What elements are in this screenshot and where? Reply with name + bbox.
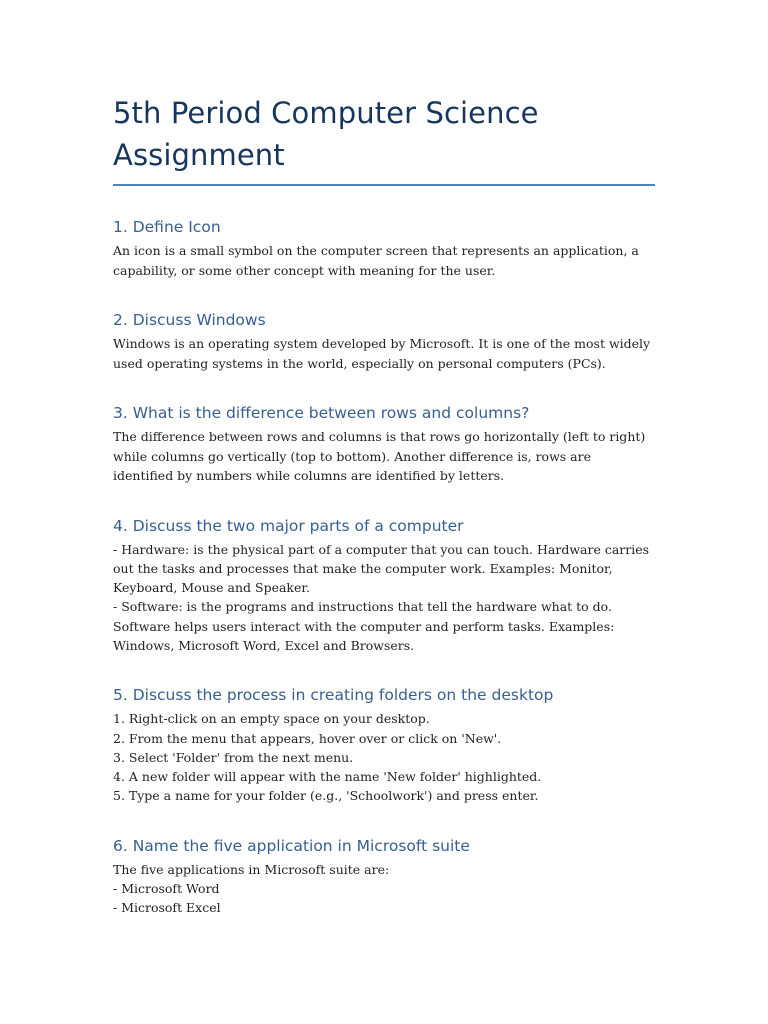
section-heading: 4. Discuss the two major parts of a computer xyxy=(113,516,464,535)
section-heading: 5. Discuss the process in creating folders on the desktop xyxy=(113,686,554,705)
list-item: 3. Select 'Folder' from the next menu. xyxy=(113,749,354,765)
section-discuss-windows xyxy=(113,310,655,373)
list-item: - Microsoft Excel xyxy=(113,900,221,916)
title-underline xyxy=(113,184,655,186)
list-item: 4. A new folder will appear with the name 'New folder' highlighted. xyxy=(113,769,542,785)
section-creating-folders xyxy=(113,685,655,805)
text-line: - Software: is the programs and instructions that tell the hardware what to do. Software helps users interact with the computer and perform tasks. Examples: Windows, Microsoft Word, Excel and Browsers. xyxy=(113,599,615,653)
list-item: - Microsoft Word xyxy=(113,881,220,897)
text-line: The five applications in Microsoft suite are: xyxy=(113,861,390,877)
section-microsoft-suite xyxy=(113,836,655,918)
section-heading: 1. Define Icon xyxy=(113,218,221,236)
document-content xyxy=(113,92,655,918)
list-item: 5. Type a name for your folder (e.g., 'Schoolwork') and press enter. xyxy=(113,788,539,804)
section-paragraph: An icon is a small symbol on the computer screen that represents an application, a capability, or some other concept with meaning for the user. xyxy=(113,243,639,278)
section-define-icon xyxy=(113,217,655,280)
page-title: 5th Period Computer Science Assignment xyxy=(113,96,539,172)
list-item: 1. Right-click on an empty space on your desktop. xyxy=(113,711,430,727)
section-heading: 3. What is the difference between rows and columns? xyxy=(113,404,530,422)
list-item: 2. From the menu that appears, hover over or click on 'New'. xyxy=(113,730,502,746)
section-paragraph: Windows is an operating system developed by Microsoft. It is one of the most widely used operating systems in the world, especially on personal computers (PCs). xyxy=(113,336,651,371)
section-heading: 6. Name the five application in Microsoft suite xyxy=(113,836,470,855)
text-line: - Hardware: is the physical part of a computer that you can touch. Hardware carries out the tasks and processes that make the computer work. Examples: Monitor, Keyboard, Mouse and Speaker. xyxy=(113,541,650,596)
section-paragraph: The difference between rows and columns is that rows go horizontally (left to right) while columns go vertically (top to bottom). Another difference is, rows are identified by numbers while columns are identified by letters. xyxy=(113,429,646,483)
section-computer-parts xyxy=(113,516,655,656)
section-rows-columns xyxy=(113,403,655,486)
section-heading: 2. Discuss Windows xyxy=(113,311,266,329)
